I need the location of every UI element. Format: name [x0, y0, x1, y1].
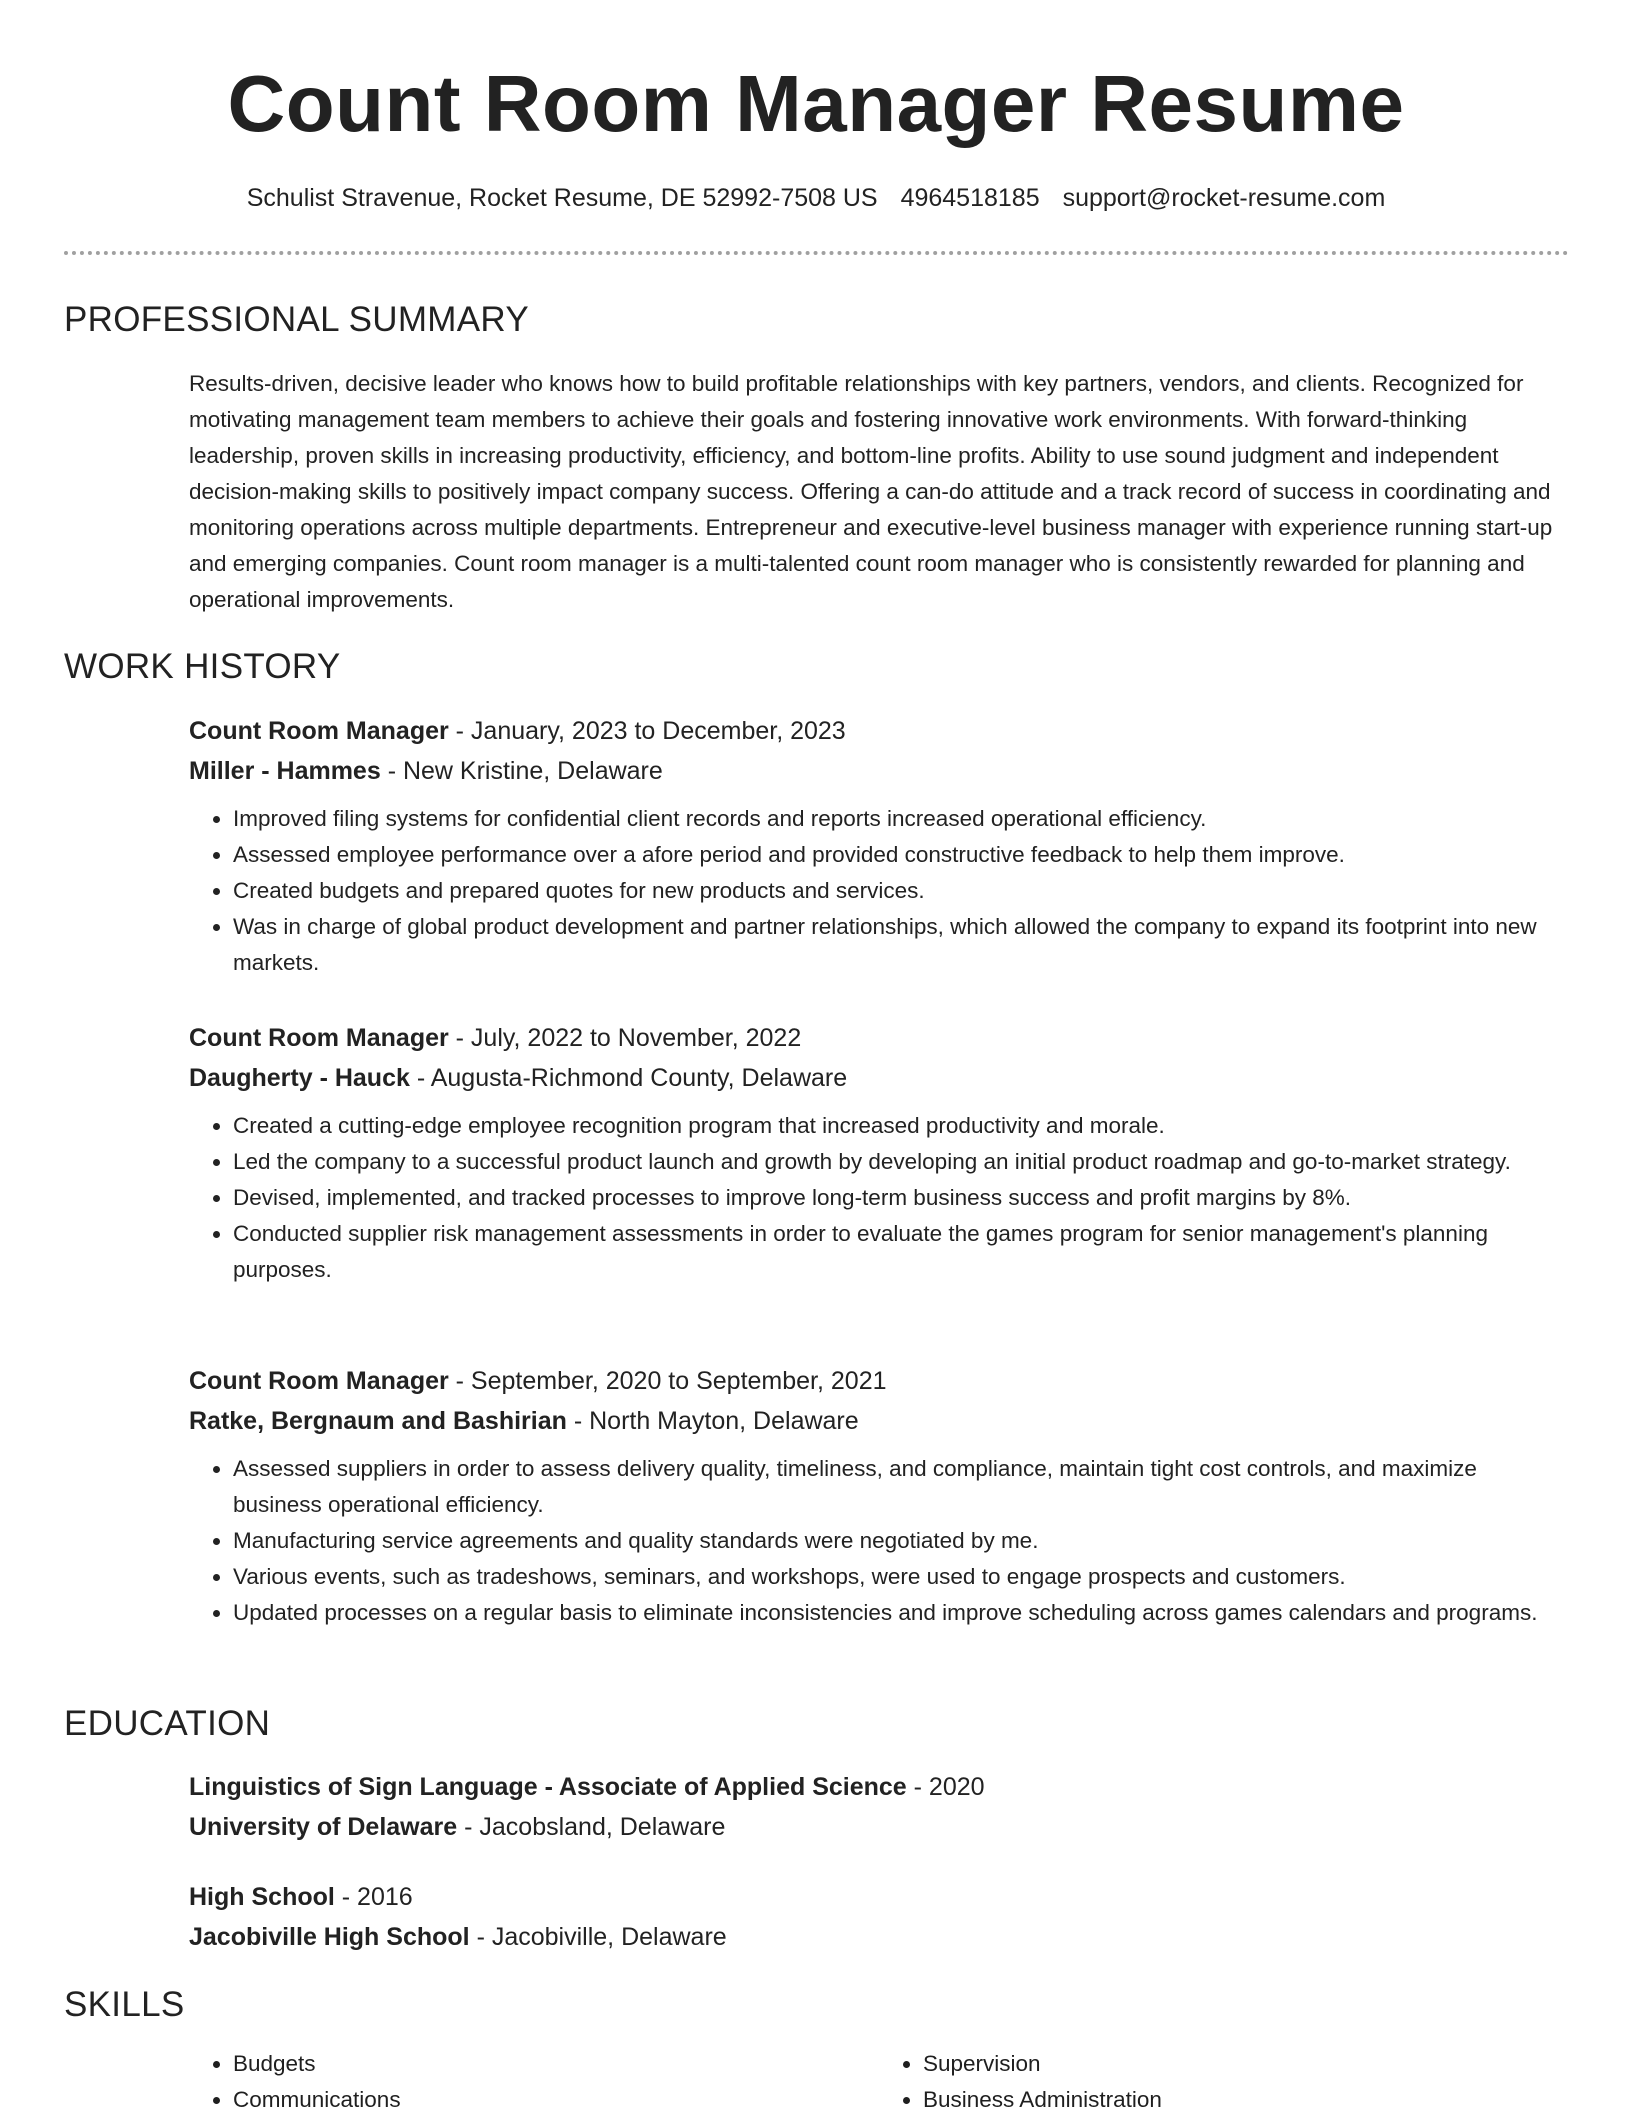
education-entry	[189, 1767, 1569, 1847]
job-location: - North Mayton, Delaware	[566, 1407, 859, 1435]
job-dates: - July, 2022 to November, 2022	[448, 1024, 802, 1052]
education-entry	[189, 1877, 1569, 1957]
work-history-heading: WORK HISTORY	[64, 647, 341, 686]
address: Schulist Stravenue, Rocket Resume, DE 52992-7508 US	[246, 184, 878, 212]
job-company-line	[189, 1058, 1569, 1098]
degree: High School	[189, 1883, 335, 1911]
school: Jacobiville High School	[189, 1923, 470, 1951]
degree-line	[189, 1877, 1569, 1917]
job-entry	[189, 711, 1569, 981]
job-bullet: • Devised, implemented, and tracked processes to improve long-term business success and profit margins by 8%.	[233, 1180, 1569, 1216]
school-location: - Jacobiville, Delaware	[469, 1923, 727, 1951]
skills-list	[189, 2046, 1569, 2118]
phone: 4964518185	[900, 184, 1040, 212]
degree-year: - 2016	[334, 1883, 413, 1911]
job-dates: - January, 2023 to December, 2023	[448, 717, 846, 745]
job-bullet: • Updated processes on a regular basis to eliminate inconsistencies and improve scheduling across games calendars and programs.	[233, 1595, 1569, 1631]
summary-text: Results-driven, decisive leader who knows how to build profitable relationships with key partners, vendors, and clients. Recognized for motivating management team members to achieve their goals and fostering innovative work environments. With forward-thinking leadership, proven skills in increasing productivity, efficiency, and bottom-line profits. Ability to use sound judgment and independent decision-making skills to positively impact company success. Offering a can-do attitude and a track record of success in coordinating and monitoring operations across multiple departments. Entrepreneur and executive-level business manager with experience running start-up and emerging companies. Count room manager is a multi-talented count room manager who is consistently rewarded for planning and operational improvements.	[189, 371, 1553, 612]
skills-column-left	[189, 2046, 879, 2118]
job-bullets	[189, 801, 1569, 981]
job-bullet: • Manufacturing service agreements and quality standards were negotiated by me.	[233, 1523, 1569, 1559]
job-bullet: • Various events, such as tradeshows, seminars, and workshops, were used to engage prospects and customers.	[233, 1559, 1569, 1595]
job-bullet: • Created a cutting-edge employee recognition program that increased productivity and morale.	[233, 1108, 1569, 1144]
skills-heading: SKILLS	[64, 1985, 185, 2024]
school: University of Delaware	[189, 1813, 458, 1841]
job-location: - Augusta-Richmond County, Delaware	[409, 1064, 848, 1092]
degree-line	[189, 1767, 1569, 1807]
degree: Linguistics of Sign Language - Associate of Applied Science	[189, 1773, 907, 1801]
job-bullet: • Created budgets and prepared quotes for new products and services.	[233, 873, 1569, 909]
job-entry	[189, 1361, 1569, 1631]
summary-heading: PROFESSIONAL SUMMARY	[64, 300, 529, 339]
skill-item: • Supervision	[923, 2046, 1569, 2082]
job-bullet: • Led the company to a successful product launch and growth by developing an initial product roadmap and go-to-market strategy.	[233, 1144, 1569, 1180]
job-dates: - September, 2020 to September, 2021	[448, 1367, 887, 1395]
contact-line	[0, 182, 1632, 214]
divider	[64, 251, 1569, 255]
job-bullet: • Conducted supplier risk management assessments in order to evaluate the games program for senior management's planning purposes.	[233, 1216, 1569, 1288]
job-company: Miller - Hammes	[189, 757, 381, 785]
skill-item: • Communications	[233, 2082, 879, 2118]
degree-year: - 2020	[906, 1773, 985, 1801]
job-bullet: • Assessed employee performance over a afore period and provided constructive feedback to help them improve.	[233, 837, 1569, 873]
school-location: - Jacobsland, Delaware	[457, 1813, 726, 1841]
job-title: Count Room Manager	[189, 717, 449, 745]
job-bullet: • Assessed suppliers in order to assess delivery quality, timeliness, and compliance, maintain tight cost controls, and maximize business operational efficiency.	[233, 1451, 1569, 1523]
education-heading: EDUCATION	[64, 1704, 271, 1743]
school-line	[189, 1807, 1569, 1847]
job-title-line	[189, 1018, 1569, 1058]
job-title: Count Room Manager	[189, 1024, 449, 1052]
job-title: Count Room Manager	[189, 1367, 449, 1395]
job-entry	[189, 1018, 1569, 1288]
job-bullets	[189, 1108, 1569, 1288]
job-bullet: • Improved filing systems for confidential client records and reports increased operational efficiency.	[233, 801, 1569, 837]
resume-title: Count Room Manager Resume	[227, 59, 1405, 148]
skills-column-right	[879, 2046, 1569, 2118]
job-company: Ratke, Bergnaum and Bashirian	[189, 1407, 567, 1435]
job-bullet: • Was in charge of global product development and partner relationships, which allowed the company to expand its footprint into new markets.	[233, 909, 1569, 981]
job-bullets	[189, 1451, 1569, 1631]
job-company-line	[189, 751, 1569, 791]
skill-item: • Budgets	[233, 2046, 879, 2082]
job-company-line	[189, 1401, 1569, 1441]
job-title-line	[189, 1361, 1569, 1401]
email: support@rocket-resume.com	[1062, 184, 1386, 212]
skill-item: • Business Administration	[923, 2082, 1569, 2118]
school-line	[189, 1917, 1569, 1957]
job-location: - New Kristine, Delaware	[380, 757, 663, 785]
job-title-line	[189, 711, 1569, 751]
job-company: Daugherty - Hauck	[189, 1064, 410, 1092]
